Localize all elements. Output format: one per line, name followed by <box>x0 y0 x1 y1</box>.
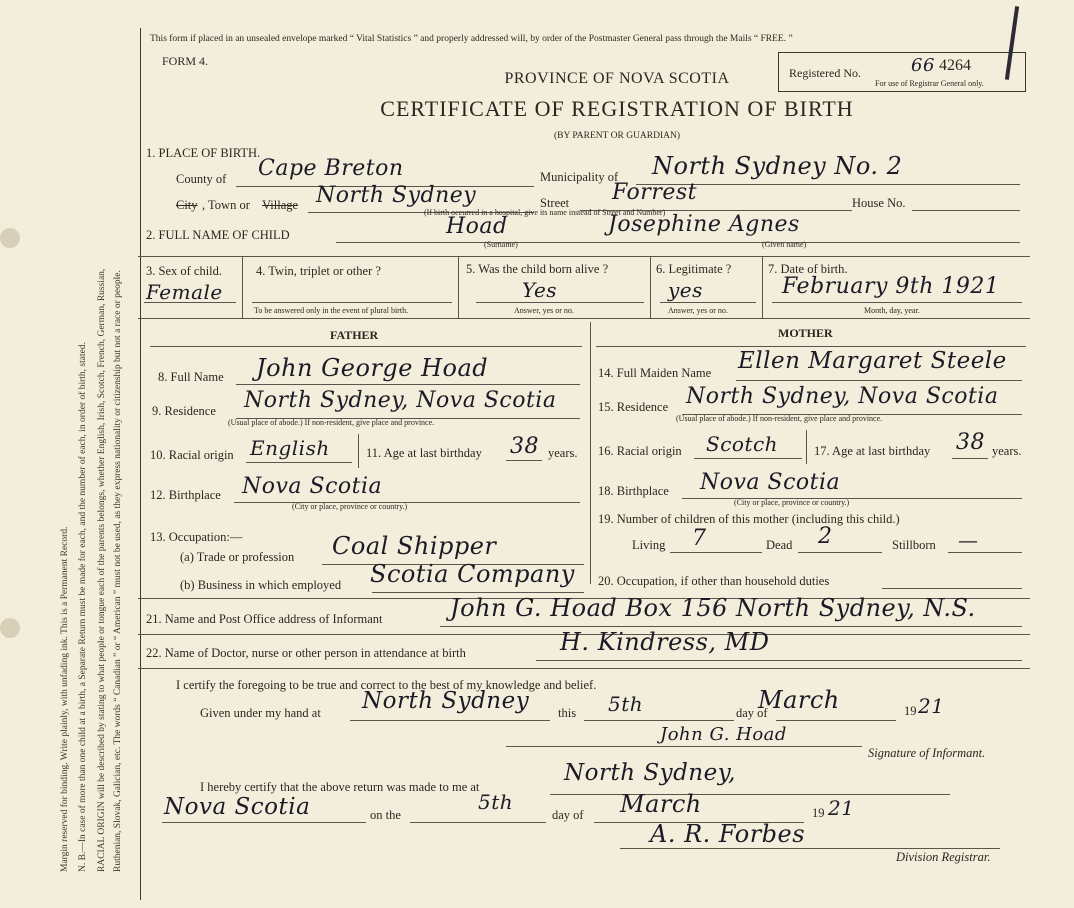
registrar-place2-line <box>162 822 366 823</box>
mother-name: Ellen Margaret Steele <box>738 348 1007 374</box>
village-label: Village <box>262 198 299 212</box>
doctor-line <box>536 660 1022 661</box>
living-value: 7 <box>692 526 707 551</box>
year-hand: 21 <box>918 694 945 718</box>
given-label: Given under my hand at <box>200 706 321 720</box>
father-biz: Scotia Company <box>370 560 575 588</box>
page-subtitle: (BY PARENT OR GUARDIAN) <box>553 131 681 141</box>
registrar-place-line <box>550 794 950 795</box>
mother-race-label: 16. Racial origin <box>598 444 682 458</box>
place-section-label: 1. PLACE OF BIRTH. <box>146 146 261 160</box>
mother-children-label: 19. Number of children of this mother (including this child.) <box>598 512 900 526</box>
father-heading: FATHER <box>330 328 379 342</box>
dob-caption: Month, day, year. <box>864 306 920 315</box>
rule <box>458 256 459 318</box>
mother-bp-label: 18. Birthplace <box>598 484 669 498</box>
registered-label: Registered No. <box>789 66 861 80</box>
form-number: FORM 4. <box>162 54 209 68</box>
registrar-signature-line <box>620 848 1000 849</box>
side-note-2: N. B.—In case of more than one child at a birth, a Separate Return must be made for each, and the number of each, in order of birth, stated. <box>78 342 88 872</box>
given-place: North Sydney <box>362 688 530 714</box>
mother-age-line <box>952 458 988 459</box>
house-line <box>912 210 1020 211</box>
mother-res-caption: (Usual place of abode.) If non-resident, give place and province. <box>676 414 883 423</box>
mother-age: 38 <box>956 430 985 455</box>
this-label: this <box>558 706 577 720</box>
reg-year-printed: 19 <box>812 806 825 820</box>
surname-caption: (Surname) <box>484 240 518 249</box>
father-biz-label: (b) Business in which employed <box>180 578 342 592</box>
registered-number: 4264 <box>939 57 971 74</box>
living-line <box>670 552 762 553</box>
given-caption: (Given name) <box>762 240 807 249</box>
mother-occ-line <box>882 588 1022 589</box>
father-bp: Nova Scotia <box>242 474 383 499</box>
registrar-caption: Division Registrar. <box>896 850 991 864</box>
father-res: North Sydney, Nova Scotia <box>244 388 557 413</box>
registrar-place-2: Nova Scotia <box>164 794 311 820</box>
mother-race-line <box>694 458 802 459</box>
mother-occ-label: 20. Occupation, if other than household duties <box>598 574 830 588</box>
rule <box>358 434 359 468</box>
registered-note: For use of Registrar General only. <box>875 79 984 88</box>
legit-label: 6. Legitimate ? <box>656 262 732 276</box>
registrar-month: March <box>620 790 702 818</box>
father-age-label: 11. Age at last birthday <box>366 446 482 460</box>
side-note-1: Margin reserved for binding. Write plainly, with unfading ink. This is a Permanent Record. <box>60 526 70 872</box>
province-title: PROVINCE OF NOVA SCOTIA <box>504 70 730 87</box>
mother-heading: MOTHER <box>778 326 833 340</box>
rule <box>596 346 1026 347</box>
rule <box>806 430 807 464</box>
month-line <box>776 720 896 721</box>
mother-race: Scotch <box>706 432 779 456</box>
mother-bp-caption: (City or place, province or country.) <box>734 498 850 507</box>
day-line <box>584 720 734 721</box>
legit-line <box>660 302 756 303</box>
child-surname: Hoad <box>446 214 508 239</box>
stillborn-value: — <box>958 528 979 552</box>
year-printed: 19 <box>904 704 917 718</box>
informant-signature-caption: Signature of Informant. <box>868 746 986 760</box>
father-age: 38 <box>510 434 539 459</box>
child-name-label: 2. FULL NAME OF CHILD <box>146 228 290 242</box>
rule <box>150 346 582 347</box>
alive-line <box>476 302 644 303</box>
column-divider <box>590 322 591 584</box>
registrar-day: 5th <box>478 790 514 814</box>
side-note-4: Ruthenian, Slovak, Galician, etc. The words “ Canadian ” or “ American ” must not be used, as they express nationality or citizenship but not a race or people. <box>113 270 123 872</box>
stillborn-line <box>948 552 1022 553</box>
certify-text: I certify the foregoing to be true and correct to the best of my knowledge and belief. <box>176 678 597 692</box>
father-bp-label: 12. Birthplace <box>150 488 221 502</box>
street-value: Forrest <box>612 180 697 205</box>
father-race: English <box>250 436 330 460</box>
binding-hole <box>0 618 20 638</box>
informant-signature-line <box>506 746 862 747</box>
child-name-line <box>336 242 1020 243</box>
dead-label: Dead <box>766 538 793 552</box>
town-label: , Town or <box>202 198 250 212</box>
registrar-signature: A. R. Forbes <box>650 820 806 848</box>
rule <box>650 256 651 318</box>
alive-value: Yes <box>522 278 558 302</box>
on-the-label: on the <box>370 808 401 822</box>
rule <box>138 318 1030 319</box>
father-name: John George Hoad <box>256 354 489 382</box>
mother-bp: Nova Scotia <box>700 470 841 495</box>
father-years: years. <box>548 446 578 460</box>
margin-rule <box>140 28 141 900</box>
dob-label: 7. Date of birth. <box>768 262 848 276</box>
father-race-line <box>246 462 352 463</box>
mother-bp-line <box>682 498 1022 499</box>
mother-name-label: 14. Full Maiden Name <box>598 366 712 380</box>
father-biz-line <box>372 592 584 593</box>
dob-line <box>772 302 1022 303</box>
dead-line <box>798 552 882 553</box>
alive-label: 5. Was the child born alive ? <box>466 262 609 276</box>
municipality-value: North Sydney No. 2 <box>652 152 903 180</box>
reg-year-hand: 21 <box>828 796 855 820</box>
mother-age-label: 17. Age at last birthday <box>814 444 931 458</box>
father-name-line <box>236 384 580 385</box>
mother-name-line <box>736 380 1022 381</box>
doctor-value: H. Kindress, MD <box>560 628 770 656</box>
page-title: CERTIFICATE OF REGISTRATION OF BIRTH <box>380 96 854 121</box>
registrar-text: I hereby certify that the above return was made to me at <box>200 780 480 794</box>
sex-label: 3. Sex of child. <box>146 264 223 278</box>
county-label: County of <box>176 172 227 186</box>
informant-line <box>440 626 1022 627</box>
given-place-line <box>350 720 550 721</box>
father-bp-caption: (City or place, province or country.) <box>292 502 408 511</box>
informant-signature: John G. Hoad <box>660 724 787 745</box>
city-label: City <box>176 198 198 212</box>
reg-day-of-label: day of <box>552 808 584 822</box>
house-label: House No. <box>852 196 906 210</box>
stillborn-label: Stillborn <box>892 538 936 552</box>
rule <box>138 668 1030 669</box>
rule <box>138 256 1030 257</box>
registrar-place-1: North Sydney, <box>564 760 736 786</box>
father-trade: Coal Shipper <box>332 532 497 560</box>
doctor-label: 22. Name of Doctor, nurse or other person in attendance at birth <box>146 646 466 660</box>
father-race-label: 10. Racial origin <box>150 448 234 462</box>
town-value: North Sydney <box>316 183 477 208</box>
father-name-label: 8. Full Name <box>158 370 224 384</box>
informant-label: 21. Name and Post Office address of Informant <box>146 612 383 626</box>
rule <box>762 256 763 318</box>
twin-caption: To be answered only in the event of plural birth. <box>254 306 409 315</box>
father-age-line <box>506 460 542 461</box>
alive-caption: Answer, yes or no. <box>514 306 574 315</box>
registration-box <box>778 52 1026 92</box>
side-note-3: RACIAL ORIGIN will be described by stating to what people or tongue each of the parents belongs, whether English, Irish, Scotch, French, German, Russian, <box>97 268 107 872</box>
dob-value: February 9th 1921 <box>782 274 1000 299</box>
certify-month: March <box>758 686 840 714</box>
mother-res-label: 15. Residence <box>598 400 669 414</box>
rule <box>242 256 243 318</box>
father-trade-label: (a) Trade or profession <box>180 550 295 564</box>
certify-day: 5th <box>608 692 644 716</box>
legit-caption: Answer, yes or no. <box>668 306 728 315</box>
mailing-notice: This form if placed in an unsealed envelope marked “ Vital Statistics ” and properly addressed will, by order of the Postmaster General pass through the Mails “ FREE. ” <box>150 34 793 44</box>
municipality-label: Municipality of <box>540 170 619 184</box>
dead-value: 2 <box>818 524 833 549</box>
binding-hole <box>0 228 20 248</box>
sex-value: Female <box>146 280 223 304</box>
father-occ-label: 13. Occupation:— <box>150 530 243 544</box>
county-value: Cape Breton <box>258 156 404 181</box>
street-label: Street <box>540 196 570 210</box>
living-label: Living <box>632 538 666 552</box>
father-res-label: 9. Residence <box>152 404 216 418</box>
mother-res: North Sydney, Nova Scotia <box>686 384 999 409</box>
hospital-note: (If birth occurred in a hospital, give its name instead of Street and Number) <box>424 208 666 217</box>
child-given-name: Josephine Agnes <box>608 212 800 237</box>
twin-line <box>252 302 452 303</box>
registered-hand-prefix: 66 <box>911 55 935 76</box>
legit-value: yes <box>668 278 703 302</box>
twin-label: 4. Twin, triplet or other ? <box>256 264 381 278</box>
mother-years: years. <box>992 444 1022 458</box>
day-of-label: day of <box>736 706 768 720</box>
informant-value: John G. Hoad Box 156 North Sydney, N.S. <box>450 594 976 622</box>
father-res-caption: (Usual place of abode.) If non-resident, give place and province. <box>228 418 435 427</box>
reg-day-line <box>410 822 546 823</box>
